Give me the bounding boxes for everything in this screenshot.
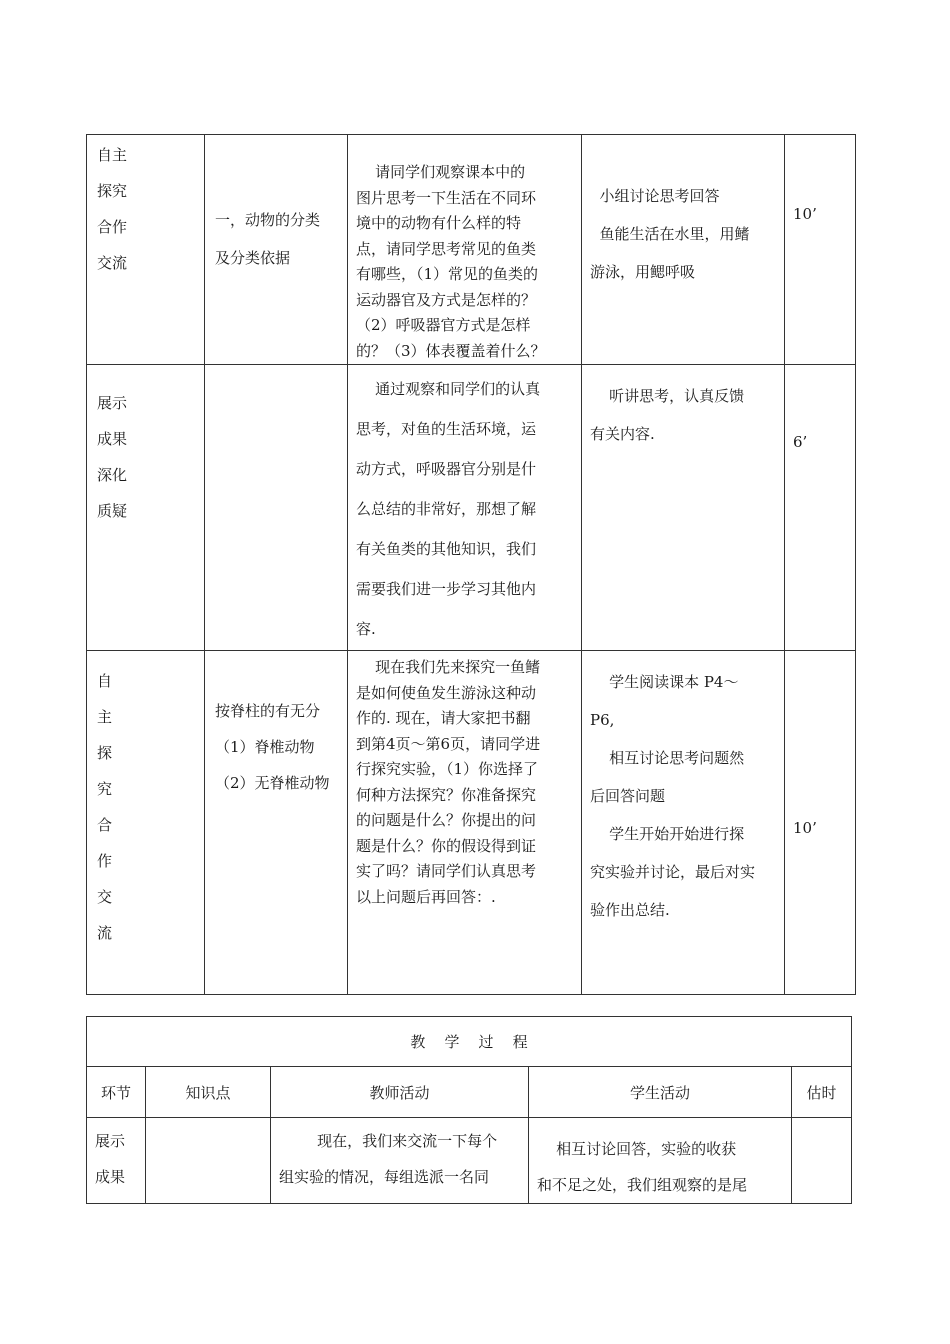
knowledge-line: 一，动物的分类 [215, 211, 321, 229]
teacher-line: 组实验的情况，每组选派一名同 [279, 1168, 490, 1186]
knowledge-cell [205, 651, 348, 995]
table-header-row [87, 1067, 852, 1118]
knowledge-line: 按脊柱的有无分 [215, 702, 321, 720]
section-line: 探 [97, 744, 113, 762]
table-row [87, 135, 856, 365]
knowledge-line: （1）脊椎动物 [215, 738, 315, 756]
student-line: 相互讨论回答，实验的收获 [537, 1140, 737, 1158]
teacher-line: 行探究实验，（1）你选择了 [356, 760, 539, 778]
teacher-line: 有关鱼类的其他知识，我们 [356, 540, 537, 558]
teacher-line: 境中的动物有什么样的特 [356, 214, 522, 232]
teacher-line: 的？（3）体表覆盖着什么？ [356, 341, 546, 360]
teacher-activity-cell [348, 651, 582, 995]
section-line: 深化 [97, 466, 128, 484]
teacher-line: 题是什么？你的假设得到证 [356, 836, 537, 855]
section-line: 展示 [95, 1132, 126, 1150]
teacher-line: 是如何使鱼发生游泳这种动 [356, 683, 537, 702]
teacher-line: 运动器官及方式是怎样的？ [356, 290, 537, 309]
column-header-text: 知识点 [185, 1083, 231, 1102]
knowledge-line: 及分类依据 [215, 249, 291, 267]
section-line: 展示 [97, 394, 128, 412]
teacher-line: 思考，对鱼的生活环境，运 [356, 420, 537, 438]
section-line: 成果 [97, 430, 128, 448]
student-line: 鱼能生活在水里，用鳍 [590, 225, 750, 243]
table-row [87, 1118, 852, 1204]
teacher-line: 点，请同学思考常见的鱼类 [356, 239, 537, 258]
section-cell [87, 651, 205, 995]
table-row [87, 365, 856, 651]
column-header [271, 1067, 529, 1118]
student-line: 究实验并讨论，最后对实 [590, 863, 756, 881]
teacher-line: 图片思考一下生活在不同环 [356, 188, 537, 207]
time-cell [785, 651, 856, 995]
section-line: 作 [97, 852, 113, 870]
section-line: 究 [97, 780, 113, 798]
student-activity-cell [582, 135, 785, 365]
section-cell [87, 135, 205, 365]
student-activity-cell [582, 365, 785, 651]
lesson-table-2 [86, 1016, 852, 1204]
column-header-text: 教师活动 [369, 1083, 430, 1102]
teacher-line: 以上问题后再回答：. [356, 887, 496, 906]
section-cell [87, 365, 205, 651]
table-title-text: 教 学 过 程 [410, 1033, 528, 1051]
section-line: 主 [97, 708, 113, 726]
lesson-table-1 [86, 134, 856, 995]
time-cell [792, 1118, 852, 1204]
column-header [87, 1067, 146, 1118]
column-header [792, 1067, 852, 1118]
student-line: 听讲思考，认真反馈 [590, 387, 745, 405]
student-line: 有关内容. [590, 425, 655, 443]
time-value: 6’ [793, 433, 808, 451]
column-header [146, 1067, 271, 1118]
section-line: 交 [97, 888, 113, 906]
column-header [529, 1067, 792, 1118]
teacher-activity-cell [348, 135, 582, 365]
student-line: P6, [590, 711, 615, 729]
section-line: 交流 [97, 254, 128, 272]
teacher-line: （2）呼吸器官方式是怎样 [356, 316, 531, 334]
student-line: 验作出总结. [590, 901, 670, 919]
section-line: 探究 [97, 182, 128, 200]
teacher-line: 作的. 现在，请大家把书翻 [356, 709, 531, 727]
teacher-line: 现在我们先来探究一鱼鳍 [356, 658, 541, 676]
student-line: 相互讨论思考问题然 [590, 749, 745, 767]
knowledge-cell [205, 365, 348, 651]
teacher-line: 通过观察和同学们的认真 [356, 380, 541, 398]
section-line: 合 [97, 816, 113, 834]
teacher-activity-cell [271, 1118, 529, 1204]
column-header-text: 学生活动 [629, 1083, 690, 1102]
section-cell [87, 1118, 146, 1204]
teacher-line: 的问题是什么？你提出的问 [356, 811, 537, 829]
section-line: 流 [97, 924, 113, 942]
time-cell [785, 365, 856, 651]
teacher-line: 么总结的非常好，那想了解 [356, 500, 537, 518]
student-activity-cell [529, 1118, 792, 1204]
teacher-line: 现在，我们来交流一下每个 [279, 1132, 498, 1150]
teacher-line: 实了吗？请同学们认真思考 [356, 862, 537, 880]
column-header-text: 估时 [806, 1083, 837, 1102]
section-line: 自主 [97, 146, 128, 164]
student-line: 学生开始开始进行探 [590, 825, 745, 843]
time-value: 10’ [793, 819, 817, 837]
column-header-text: 环节 [100, 1083, 131, 1102]
section-line: 自 [97, 672, 113, 690]
knowledge-cell [146, 1118, 271, 1204]
section-line: 质疑 [97, 502, 128, 520]
student-line: 和不足之处，我们组观察的是尾 [537, 1176, 748, 1194]
teacher-activity-cell [348, 365, 582, 651]
student-activity-cell [582, 651, 785, 995]
time-cell [785, 135, 856, 365]
time-value: 10’ [793, 205, 817, 223]
knowledge-line: （2）无脊椎动物 [215, 774, 330, 792]
knowledge-cell [205, 135, 348, 365]
student-line: 游泳，用鳃呼吸 [590, 263, 696, 281]
student-line: 学生阅读课本 P4～ [590, 673, 739, 691]
teacher-line: 容. [356, 620, 376, 638]
teacher-line: 有哪些，（1）常见的鱼类的 [356, 265, 539, 283]
table-row [87, 651, 856, 995]
table-title [87, 1017, 852, 1067]
teacher-line: 到第4页～第6页，请同学进 [356, 734, 541, 753]
teacher-line: 何种方法探究？你准备探究 [356, 785, 537, 804]
student-line: 小组讨论思考回答 [590, 187, 720, 205]
section-line: 合作 [97, 218, 128, 236]
teacher-line: 需要我们进一步学习其他内 [356, 580, 537, 598]
teacher-line: 请同学们观察课本中的 [356, 163, 526, 181]
student-line: 后回答问题 [590, 787, 666, 805]
teacher-line: 动方式，呼吸器官分别是什 [356, 460, 537, 478]
section-line: 成果 [95, 1168, 126, 1186]
table-title-row [87, 1017, 852, 1067]
